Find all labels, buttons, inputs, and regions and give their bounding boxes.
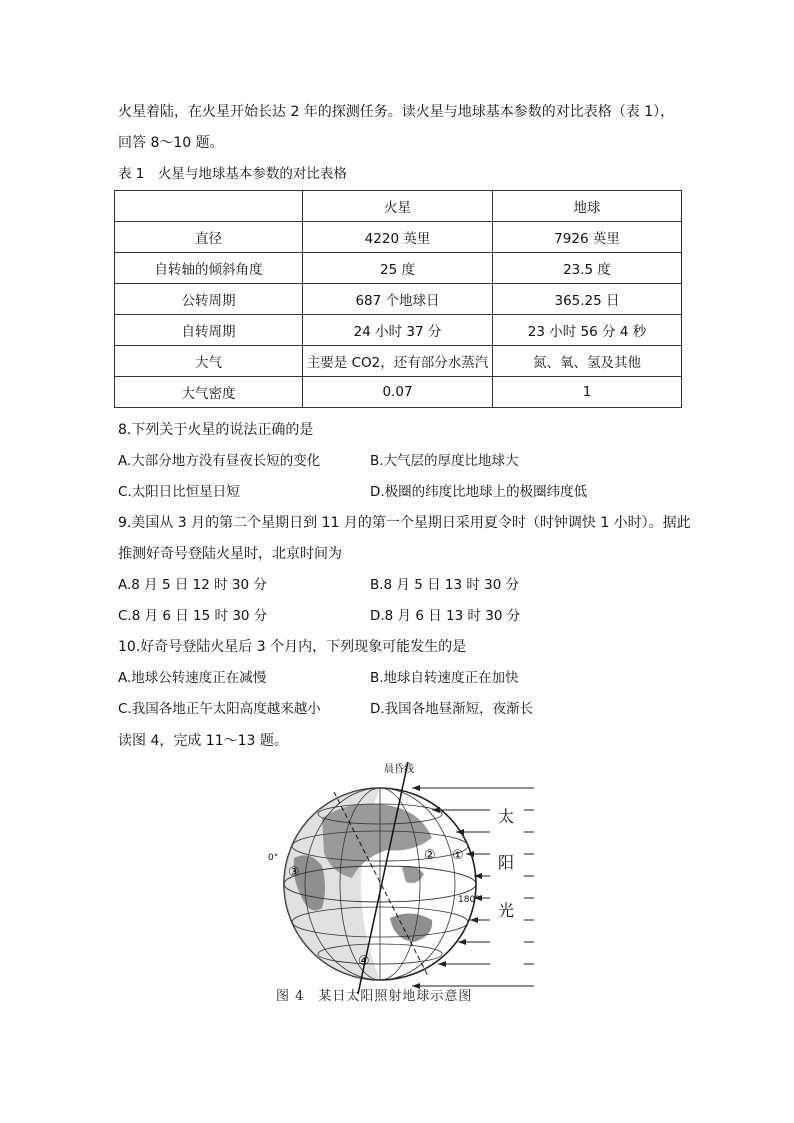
sun-label-char: 太 xyxy=(498,807,515,826)
figure-caption: 图 4 某日太阳照射地球示意图 xyxy=(276,989,473,1004)
intro-line-1: 火星着陆，在火星开始长达 2 年的探测任务。读火星与地球基本参数的对比表格（表 1）， xyxy=(118,104,675,120)
table-cell: 25 度 xyxy=(303,253,493,284)
table-cell: 687 个地球日 xyxy=(303,284,493,315)
question-10-stem: 10.好奇号登陆火星后 3 个月内，下列现象可能发生的是 xyxy=(118,639,467,655)
table-cell: 主要是 CO2，还有部分水蒸汽 xyxy=(303,346,493,377)
table-caption: 表 1 火星与地球基本参数的对比表格 xyxy=(118,166,347,182)
figure-intro: 读图 4，完成 11～13 题。 xyxy=(118,733,288,749)
table-row xyxy=(115,284,682,315)
question-8-option-b: B.大气层的厚度比地球大 xyxy=(370,453,519,469)
point-2-marker: ② xyxy=(424,848,436,863)
table-cell: 自转周期 xyxy=(115,315,303,346)
question-9-option-c: C.8 月 6 日 15 时 30 分 xyxy=(118,608,268,624)
table-row xyxy=(115,253,682,284)
question-9-stem-line-1: 9.美国从 3 月的第二个星期日到 11 月的第一个星期日采用夏令时（时钟调快 1 小时）。据此 xyxy=(118,515,691,531)
table-cell: 自转轴的倾斜角度 xyxy=(115,253,303,284)
point-1-marker: ① xyxy=(452,848,464,863)
question-10-option-a: A.地球公转速度正在减慢 xyxy=(118,670,267,686)
earth-illumination-figure xyxy=(262,758,542,1008)
question-8-stem: 8.下列关于火星的说法正确的是 xyxy=(118,422,314,438)
table-cell: 365.25 日 xyxy=(493,284,682,315)
table-header-cell: 火星 xyxy=(303,191,493,222)
sun-label-char: 阳 xyxy=(498,853,515,872)
sun-label-char: 光 xyxy=(498,901,515,920)
question-9-option-b: B.8 月 5 日 13 时 30 分 xyxy=(370,577,520,593)
table-row xyxy=(115,346,682,377)
longitude-180-label: 180° xyxy=(458,895,480,905)
longitude-0-label: 0° xyxy=(268,853,279,863)
question-9-option-a: A.8 月 5 日 12 时 30 分 xyxy=(118,577,267,593)
table-cell: 24 小时 37 分 xyxy=(303,315,493,346)
table-cell: 1 xyxy=(493,377,682,408)
question-8-option-c: C.太阳日比恒星日短 xyxy=(118,484,240,500)
table-header-row xyxy=(115,191,682,222)
table-cell: 大气密度 xyxy=(115,377,303,408)
table-header-cell xyxy=(115,191,303,222)
table-cell: 23 小时 56 分 4 秒 xyxy=(493,315,682,346)
point-3-marker: ③ xyxy=(288,865,300,880)
question-8-option-a: A.大部分地方没有昼夜长短的变化 xyxy=(118,453,321,469)
question-8-option-d: D.极圈的纬度比地球上的极圈纬度低 xyxy=(370,484,588,500)
table-row xyxy=(115,377,682,408)
table-row xyxy=(115,222,682,253)
question-10-option-b: B.地球自转速度正在加快 xyxy=(370,670,519,686)
table-cell: 4220 英里 xyxy=(303,222,493,253)
table-cell: 7926 英里 xyxy=(493,222,682,253)
question-10-option-d: D.我国各地昼渐短，夜渐长 xyxy=(370,701,534,717)
table-row xyxy=(115,315,682,346)
intro-line-2: 回答 8～10 题。 xyxy=(118,135,224,151)
table-cell: 公转周期 xyxy=(115,284,303,315)
table-header-cell: 地球 xyxy=(493,191,682,222)
table-cell: 大气 xyxy=(115,346,303,377)
parameter-table xyxy=(114,190,682,408)
question-9-option-d: D.8 月 6 日 13 时 30 分 xyxy=(370,608,521,624)
table-cell: 直径 xyxy=(115,222,303,253)
table-cell: 0.07 xyxy=(303,377,493,408)
table-cell: 23.5 度 xyxy=(493,253,682,284)
question-9-stem-line-2: 推测好奇号登陆火星时，北京时间为 xyxy=(118,546,342,562)
terminator-label: 晨昏线 xyxy=(384,764,414,775)
table-cell: 氮、氧、氢及其他 xyxy=(493,346,682,377)
question-10-option-c: C.我国各地正午太阳高度越来越小 xyxy=(118,701,321,717)
point-4-marker: ④ xyxy=(358,954,370,969)
